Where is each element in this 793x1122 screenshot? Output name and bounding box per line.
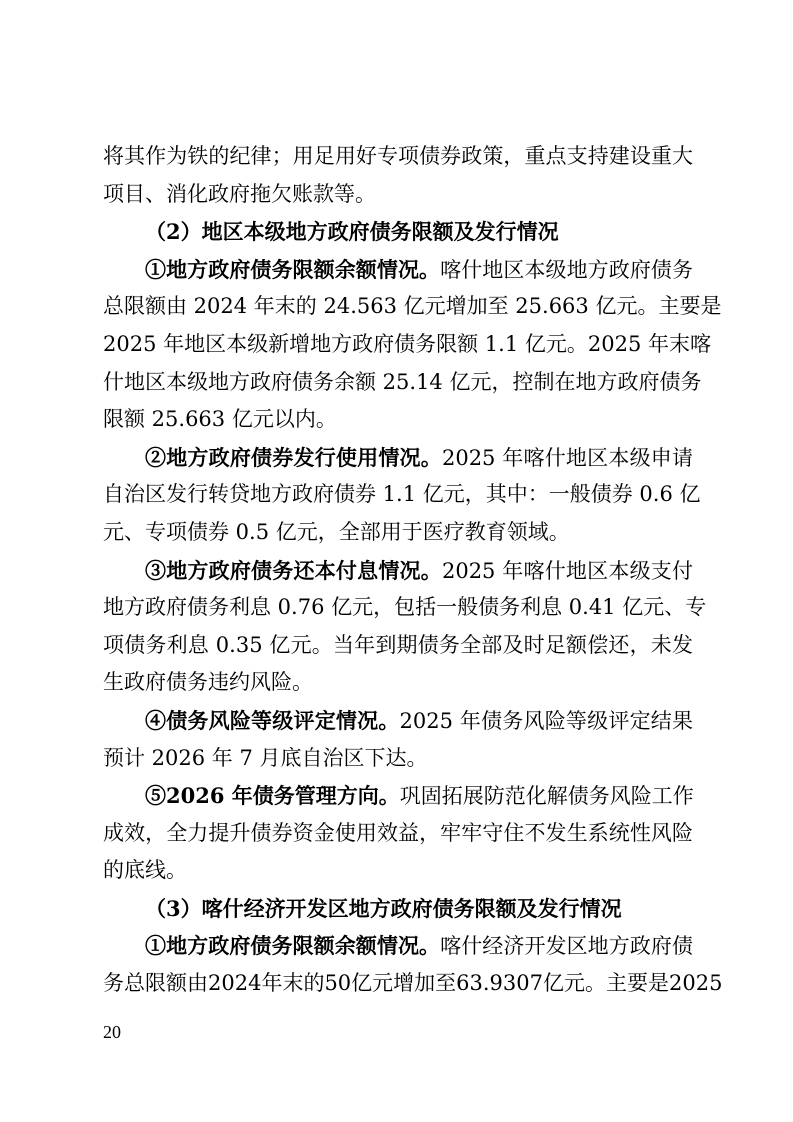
body-line: 预计 2026 年 7 月底自治区下达。 <box>103 745 428 770</box>
section-heading-3: （3）喀什经济开发区地方政府债务限额及发行情况 <box>145 895 622 921</box>
body-line: 限额 25.663 亿元以内。 <box>103 407 337 432</box>
item-title: ④债务风险等级评定情况。 <box>145 707 400 733</box>
body-line: 务总限额由2024年末的50亿元增加至63.9307亿元。主要是2025 <box>103 971 723 996</box>
item-title: ①地方政府债务限额余额情况。 <box>145 933 441 959</box>
item-text: 巩固拓展防范化解债务风险工作 <box>399 784 694 809</box>
item-title: ⑤2026 年债务管理方向。 <box>145 783 400 809</box>
section-heading-2: （2）地区本级地方政府债务限额及发行情况 <box>145 219 559 245</box>
paragraph-first-line <box>103 777 693 815</box>
body-line: 成效，全力提升债券资金使用效益，牢牢守住不发生系统性风险 <box>103 820 693 845</box>
paragraph-first-line <box>103 927 693 965</box>
paragraph-first-line <box>103 702 693 740</box>
page-number: 20 <box>103 1022 121 1042</box>
item-text: 2025 年喀什地区本级支付 <box>441 558 693 583</box>
body-line: 地方政府债务利息 0.76 亿元，包括一般债务利息 0.41 亿元、专 <box>103 595 707 620</box>
body-line: 项债务利息 0.35 亿元。当年到期债务全部及时足额偿还，未发 <box>103 632 693 657</box>
paragraph-first-line <box>103 439 693 477</box>
item-text: 2025 年喀什地区本级申请 <box>441 445 693 470</box>
item-title: ②地方政府债券发行使用情况。 <box>145 444 442 470</box>
item-text: 喀什地区本级地方政府债务 <box>440 257 694 282</box>
page-body <box>103 138 723 1003</box>
paragraph-first-line <box>103 552 693 590</box>
item-title: ③地方政府债务还本付息情况。 <box>145 557 442 583</box>
item-text: 喀什经济开发区地方政府债 <box>440 934 694 959</box>
body-line: 自治区发行转贷地方政府债券 1.1 亿元，其中：一般债券 0.6 亿 <box>103 482 701 507</box>
body-line: 什地区本级地方政府债务余额 25.14 亿元，控制在地方政府债务 <box>103 369 702 394</box>
body-line: 项目、消化政府拖欠账款等。 <box>103 181 376 206</box>
paragraph-first-line <box>103 251 693 289</box>
body-line: 将其作为铁的纪律；用足用好专项债券政策，重点支持建设重大 <box>103 144 693 168</box>
item-title: ①地方政府债务限额余额情况。 <box>145 256 441 282</box>
body-line: 2025 年地区本级新增地方政府债务限额 1.1 亿元。2025 年末喀 <box>103 331 711 356</box>
body-line: 生政府债务违约风险。 <box>103 670 313 695</box>
body-line: 元、专项债券 0.5 亿元，全部用于医疗教育领域。 <box>103 519 570 544</box>
item-text: 2025 年债务风险等级评定结果 <box>399 708 693 733</box>
body-line: 总限额由 2024 年末的 24.563 亿元增加至 25.663 亿元。主要是 <box>103 294 722 319</box>
body-line: 的底线。 <box>103 858 187 883</box>
